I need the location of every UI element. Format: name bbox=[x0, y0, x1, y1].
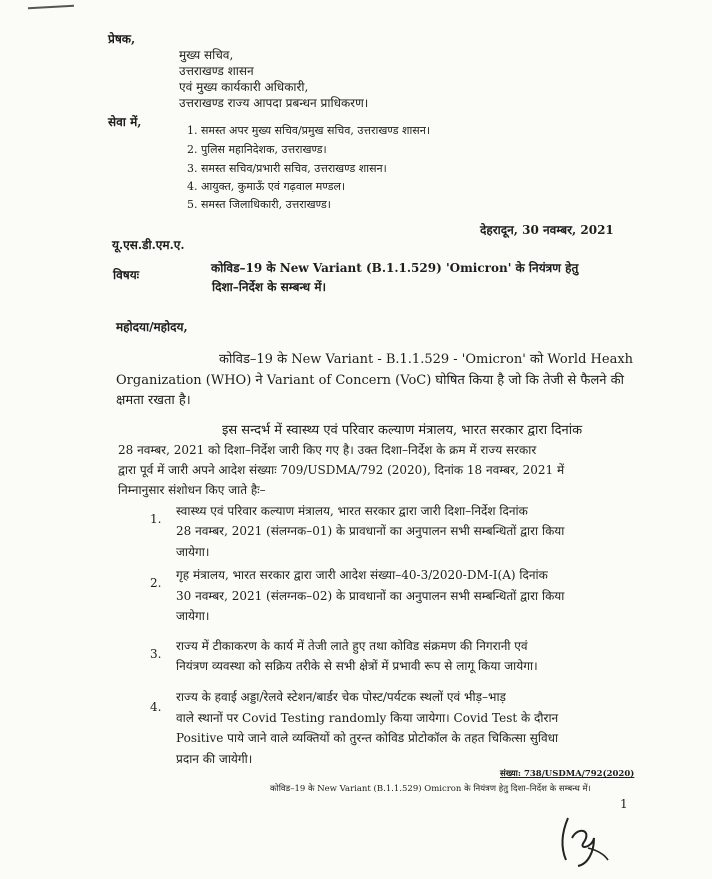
item-4-line-3: Positive पाये जाने वाले व्यक्तियों को तुरन्त कोविड प्रोटोकॉल के तहत चिकित्सा सुविधा bbox=[176, 731, 559, 745]
page-number: 1 bbox=[620, 797, 628, 811]
salutation: महोदया/महोदय, bbox=[116, 320, 188, 334]
item-2-line-1: गृह मंत्रालय, भारत सरकार द्वारा जारी आदेश संख्या–40-3/2020-DM-I(A) दिनांक bbox=[176, 568, 548, 582]
para2-line-1: इस सन्दर्भ में स्वास्थ्य एवं परिवार कल्याण मंत्रालय, भारत सरकार द्वारा दिनांक bbox=[222, 423, 583, 438]
sender-role: एवं मुख्य कार्यकारी अधिकारी, bbox=[179, 80, 309, 94]
subject-line-2: दिशा–निर्देश के सम्बन्ध में। bbox=[212, 280, 327, 294]
recipient-2: 2. पुलिस महानिदेशक, उत्तराखण्ड। bbox=[187, 143, 327, 156]
place-date: देहरादून, 30 नवम्बर, 2021 bbox=[480, 223, 614, 237]
subject-label: विषयः bbox=[113, 268, 140, 282]
subject-line-1: कोविड–19 के New Variant (B.1.1.529) 'Omicron' के नियंत्रण हेतु bbox=[211, 261, 579, 275]
para1-line-2: Organization (WHO) ने Variant of Concern (VoC) घोषित किया है जो कि तेजी से फैलने की bbox=[116, 373, 624, 388]
sender-designation: मुख्य सचिव, bbox=[179, 48, 234, 62]
para2-line-2: 28 नवम्बर, 2021 को दिशा–निर्देश जारी किए गए है। उक्त दिशा–निर्देश के क्रम में राज्य सरकार bbox=[118, 443, 537, 457]
item-2-number: 2. bbox=[150, 576, 162, 590]
reference-subject: कोविड–19 के New Variant (B.1.1.529) Omicron के नियंत्रण हेतु दिशा–निर्देश के सम्बन्ध में। bbox=[270, 784, 591, 794]
item-4-line-2: वाले स्थानों पर Covid Testing randomly किया जायेगा। Covid Test के दौरान bbox=[176, 711, 559, 725]
item-4-line-4: प्रदान की जायेगी। bbox=[176, 752, 253, 766]
recipient-5: 5. समस्त जिलाधिकारी, उत्तराखण्ड। bbox=[187, 198, 331, 211]
para1-line-1: कोविड–19 के New Variant - B.1.1.529 - 'Omicron' को World Heaxh bbox=[219, 352, 634, 367]
item-3-line-2: नियंत्रण व्यवस्था को सक्रिय तरीके से सभी क्षेत्रों में प्रभावी रूप से लागू किया जायेगा। bbox=[176, 659, 538, 673]
para2-line-3: द्वारा पूर्व में जारी अपने आदेश संख्याः 709/USDMA/792 (2020), दिनांक 18 नवम्बर, 2021 में bbox=[118, 463, 565, 477]
recipient-1: 1. समस्त अपर मुख्य सचिव/प्रमुख सचिव, उत्तराखण्ड शासन। bbox=[187, 124, 431, 137]
recipient-3: 3. समस्त सचिव/प्रभारी सचिव, उत्तराखण्ड शासन। bbox=[187, 162, 387, 175]
item-3-number: 3. bbox=[150, 647, 162, 661]
signature-graphic bbox=[548, 808, 618, 872]
item-2-line-3: जायेगा। bbox=[176, 609, 210, 623]
item-4-number: 4. bbox=[150, 700, 162, 714]
item-1-line-3: जायेगा। bbox=[176, 545, 210, 559]
recipient-4: 4. आयुक्त, कुमाऊँ एवं गढ़वाल मण्डल। bbox=[187, 180, 346, 193]
item-1-line-1: स्वास्थ्य एवं परिवार कल्याण मंत्रालय, भारत सरकार द्वारा जारी दिशा–निर्देश दिनांक bbox=[176, 504, 528, 518]
item-1-number: 1. bbox=[150, 512, 162, 526]
item-2-line-2: 30 नवम्बर, 2021 (संलग्नक–02) के प्रावधानों का अनुपालन सभी सम्बन्धितों द्वारा किया bbox=[176, 589, 565, 603]
sender-department: उत्तराखण्ड शासन bbox=[179, 64, 254, 78]
office-code: यू.एस.डी.एम.ए. bbox=[112, 238, 185, 252]
para1-line-3: क्षमता रखता है। bbox=[116, 393, 191, 408]
item-4-line-1: राज्य के हवाई अड्डा/रेलवे स्टेशन/बार्डर चेक पोस्ट/पर्यटक स्थलों एवं भीड़–भाड़ bbox=[176, 690, 506, 704]
from-label: प्रेषक, bbox=[108, 32, 136, 46]
sender-authority: उत्तराखण्ड राज्य आपदा प्रबन्धन प्राधिकरण। bbox=[179, 96, 369, 110]
corner-pen-mark bbox=[28, 5, 74, 9]
reference-number: संख्या: 738/USDMA/792(2020) bbox=[500, 769, 635, 779]
para2-line-4: निम्नानुसार संशोधन किए जाते हैः– bbox=[118, 483, 266, 497]
to-label: सेवा में, bbox=[108, 115, 142, 129]
item-3-line-1: राज्य में टीकाकरण के कार्य में तेजी लाते हुए तथा कोविड संक्रमण की निगरानी एवं bbox=[176, 639, 528, 653]
item-1-line-2: 28 नवम्बर, 2021 (संलग्नक–01) के प्रावधानों का अनुपालन सभी सम्बन्धितों द्वारा किया bbox=[176, 524, 565, 538]
